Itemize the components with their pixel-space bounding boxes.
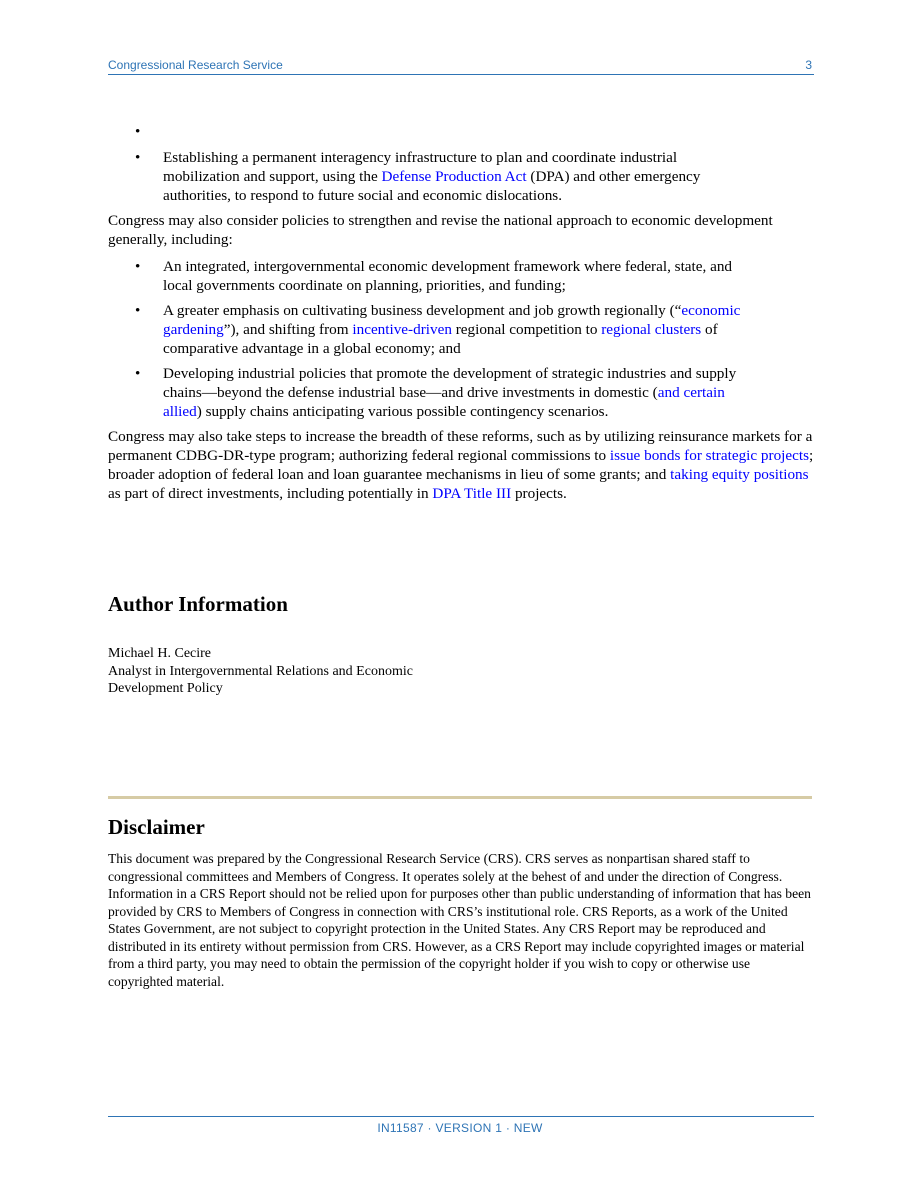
inline-link[interactable]: Defense Production Act xyxy=(381,168,527,185)
page-footer: IN11587 · VERSION 1 · NEW xyxy=(377,1121,543,1135)
bullet-dot-icon: • xyxy=(135,302,141,319)
text-run: ) supply chains anticipating various possible contingency scenarios. xyxy=(196,403,609,420)
bullet-dot-icon: • xyxy=(135,149,141,166)
text-run: as part of direct investments, including potentially in xyxy=(108,485,433,502)
text-run: Establishing a permanent interagency infrastructure to plan and coordinate industrial mobilization and support, using the xyxy=(163,149,678,185)
bullet-dot-icon: • xyxy=(135,258,141,275)
bullet-item xyxy=(108,301,814,358)
paragraph-reforms xyxy=(108,427,814,503)
text-run: ”), and shifting from xyxy=(223,321,353,338)
footer-divider xyxy=(108,1116,814,1117)
text-run: projects. xyxy=(511,485,567,502)
inline-link[interactable]: incentive-driven xyxy=(352,321,452,338)
top-bullet-list xyxy=(108,122,814,205)
page-number: 3 xyxy=(805,58,812,72)
main-content xyxy=(108,122,814,511)
author-title-line1: Analyst in Intergovernmental Relations and Economic xyxy=(108,663,413,679)
text-run: A greater emphasis on cultivating business development and job growth regionally (“ xyxy=(163,302,682,319)
bullet-item xyxy=(108,257,814,295)
paragraph-policies-intro: Congress may also consider policies to strengthen and revise the national approach to economic development generally, including: xyxy=(108,212,773,248)
header-publisher: Congressional Research Service xyxy=(108,58,283,72)
text-run: regional competition to xyxy=(451,321,602,338)
inline-link[interactable]: DPA Title III xyxy=(432,485,512,502)
text-run: Developing industrial policies that promote the development of strategic industries and supply chains—beyond the defense industrial base—and drive investments in domestic ( xyxy=(163,365,737,401)
inline-link[interactable]: and certain allied xyxy=(163,384,725,420)
bullet-item xyxy=(108,364,814,421)
inline-link[interactable]: issue bonds for strategic projects xyxy=(609,447,809,464)
inline-link[interactable]: regional clusters xyxy=(601,321,702,338)
author-name: Michael H. Cecire xyxy=(108,646,212,661)
author-block xyxy=(108,645,413,698)
bullet-item xyxy=(108,122,814,141)
inline-link[interactable]: economic gardening xyxy=(163,302,741,338)
disclaimer-text: This document was prepared by the Congressional Research Service (CRS). CRS serves as nonpartisan shared staff to congressional committees and Members of Congress. It operates solely at the behest of and under the direction of Congress. Information in a CRS Report should not be relied upon for purposes other than public understanding of information that has been provided by CRS to Members of Congress in connection with CRS’s institutional role. CRS Reports, as a work of the United States Government, are not subject to copyright protection in the United States. Any CRS Report may be reproduced and distributed in its entirety without permission from CRS. However, as a CRS Report may include copyrighted images or material from a third party, you may need to obtain the permission of the copyright holder if you wish to copy or otherwise use copyrighted material. xyxy=(108,851,811,989)
bullet-item xyxy=(108,148,814,205)
inline-link[interactable]: taking equity positions xyxy=(670,466,809,483)
author-title-line2: Development Policy xyxy=(108,681,223,696)
author-heading: Author Information xyxy=(108,592,288,616)
section-divider xyxy=(108,796,812,799)
bullet-dot-icon: • xyxy=(135,365,141,382)
disclaimer-heading: Disclaimer xyxy=(108,815,205,839)
mid-bullet-list xyxy=(108,257,814,421)
text-run: Congress may also take steps to increase the breadth of these reforms, such as by utilizing reinsurance markets for a permanent CDBG-DR-type program; authorizing federal regional commissions to xyxy=(108,428,813,464)
text-run: of comparative advantage in a global economy; and xyxy=(163,321,718,357)
text-run: ; broader adoption of federal loan and loan guarantee mechanisms in lieu of some grants; and xyxy=(108,447,814,483)
bullet-dot-icon: • xyxy=(135,123,141,140)
text-run: An integrated, intergovernmental economic development framework where federal, state, and local governments coordinate on planning, priorities, and funding; xyxy=(163,258,733,294)
text-run: (DPA) and other emergency authorities, to respond to future social and economic dislocations. xyxy=(163,168,701,204)
page-header xyxy=(108,58,814,75)
